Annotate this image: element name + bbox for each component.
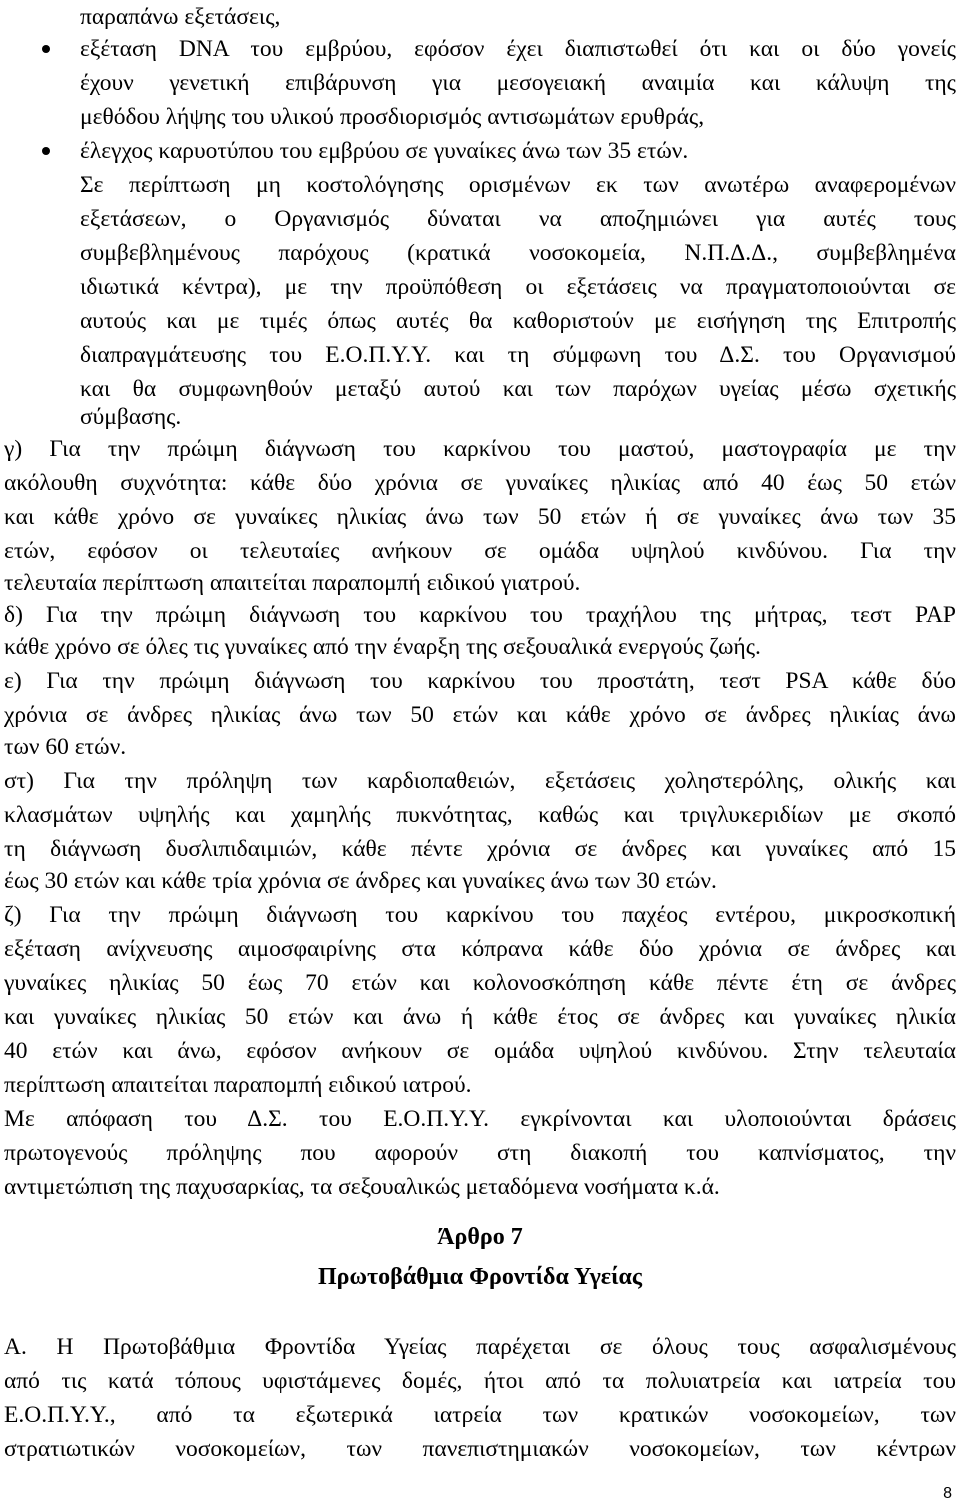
text-line: ε) Για την πρώιμη διάγνωση του καρκίνου του προστάτη, τεστ PSA κάθε δύο	[4, 668, 956, 694]
text-line: Με απόφαση του Δ.Σ. του Ε.Ο.Π.Υ.Υ. εγκρίνονται και υλοποιούνται δράσεις	[4, 1106, 956, 1132]
text-line: χρόνια σε άνδρες ηλικίας άνω των 50 ετών και κάθε χρόνο σε άνδρες ηλικίας άνω	[4, 702, 956, 728]
text-line: κάθε χρόνο σε όλες τις γυναίκες από την έναρξη της σεξουαλικά ενεργούς ζωής.	[4, 634, 761, 660]
text-line: Α. Η Πρωτοβάθμια Φροντίδα Υγείας παρέχεται σε όλους τους ασφαλισμένους	[4, 1334, 956, 1360]
text-line: διαπραγμάτευσης του Ε.Ο.Π.Υ.Υ. και τη σύμφωνη του Δ.Σ. του Οργανισμού	[80, 342, 956, 368]
text-line: ιδιωτικά κέντρα), με την προϋπόθεση οι εξετάσεις να πραγματοποιούνται σε	[80, 274, 956, 300]
text-line: στ) Για την πρόληψη των καρδιοπαθειών, εξετάσεις χοληστερόλης, ολικής και	[4, 768, 956, 794]
text-line: Σε περίπτωση μη κοστολόγησης ορισμένων εκ των ανωτέρω αναφερομένων	[80, 172, 956, 198]
bullet-icon	[42, 147, 50, 155]
text-line: εξέταση ανίχνευσης αιμοσφαιρίνης στα κόπρανα κάθε δύο χρόνια σε άνδρες και	[4, 936, 956, 962]
text-line: έλεγχος καρυοτύπου του εμβρύου σε γυναίκες άνω των 35 ετών.	[80, 138, 689, 164]
text-line: εξέταση DNA του εμβρύου, εφόσον έχει διαπιστωθεί ότι και οι δύο γονείς	[80, 36, 956, 62]
text-line: έως 30 ετών και κάθε τρία χρόνια σε άνδρες και γυναίκες άνω των 30 ετών.	[4, 868, 717, 894]
text-line: αυτούς και με τιμές όπως αυτές θα καθοριστούν με εισήγηση της Επιτροπής	[80, 308, 956, 334]
text-line: παραπάνω εξετάσεις,	[80, 4, 281, 30]
text-line: από τις κατά τόπους υφιστάμενες δομές, ήτοι από τα πολυιατρεία και ιατρεία του	[4, 1368, 956, 1394]
text-line: κλασμάτων υψηλής και χαμηλής πυκνότητας, καθώς και τριγλυκεριδίων με σκοπό	[4, 802, 956, 828]
article-title: Πρωτοβάθμια Φροντίδα Υγείας	[317, 1264, 643, 1290]
text-line: περίπτωση απαιτείται παραπομπή ειδικού ιατρού.	[4, 1072, 472, 1098]
text-line: συμβεβλημένους παρόχους (κρατικά νοσοκομεία, Ν.Π.Δ.Δ., συμβεβλημένα	[80, 240, 956, 266]
text-line: και κάθε χρόνο σε γυναίκες ηλικίας άνω των 50 ετών ή σε γυναίκες άνω των 35	[4, 504, 956, 530]
page-number: 8	[943, 1485, 952, 1502]
text-line: μεθόδου λήψης του υλικού προσδιορισμός αντισωμάτων ερυθράς,	[80, 104, 705, 130]
text-line: γυναίκες ηλικίας 50 έως 70 ετών και κολονοσκόπηση κάθε πέντε έτη σε άνδρες	[4, 970, 956, 996]
bullet-icon	[42, 45, 50, 53]
text-line: των 60 ετών.	[4, 734, 127, 760]
text-line: ετών, εφόσον οι τελευταίες ανήκουν σε ομάδα υψηλού κινδύνου. Για την	[4, 538, 956, 564]
text-line: σύμβασης.	[80, 404, 182, 430]
text-line: τη διάγνωση δυσλιπιδαιμιών, κάθε πέντε χρόνια σε άνδρες και γυναίκες από 15	[4, 836, 956, 862]
text-line: δ) Για την πρώιμη διάγνωση του καρκίνου του τραχήλου της μήτρας, τεστ PAP	[4, 602, 956, 628]
text-line: 40 ετών και άνω, εφόσον ανήκουν σε ομάδα υψηλού κινδύνου. Στην τελευταία	[4, 1038, 956, 1064]
text-line: και γυναίκες ηλικίας 50 ετών και άνω ή κάθε έτος σε άνδρες και γυναίκες ηλικία	[4, 1004, 956, 1030]
text-line: γ) Για την πρώιμη διάγνωση του καρκίνου του μαστού, μαστογραφία με την	[4, 436, 956, 462]
text-line: Ε.Ο.Π.Υ.Υ., από τα εξωτερικά ιατρεία των κρατικών νοσοκομείων, των	[4, 1402, 956, 1428]
text-line: πρωτογενούς πρόληψης που αφορούν στη διακοπή του καπνίσματος, την	[4, 1140, 956, 1166]
text-line: τελευταία περίπτωση απαιτείται παραπομπή ειδικού γιατρού.	[4, 570, 581, 596]
text-line: έχουν γενετική επιβάρυνση για μεσογειακή αναιμία και κάλυψη της	[80, 70, 956, 96]
text-line: και θα συμφωνηθούν μεταξύ αυτού και των παρόχων υγείας μέσω σχετικής	[80, 376, 956, 402]
text-line: στρατιωτικών νοσοκομείων, των πανεπιστημιακών νοσοκομείων, των κέντρων	[4, 1436, 956, 1462]
text-line: ακόλουθη συχνότητα: κάθε δύο χρόνια σε γυναίκες ηλικίας από 40 έως 50 ετών	[4, 470, 956, 496]
text-line: εξετάσεων, ο Οργανισμός δύναται να αποζημιώνει για αυτές τους	[80, 206, 956, 232]
text-line: ζ) Για την πρώιμη διάγνωση του καρκίνου του παχέος εντέρου, μικροσκοπική	[4, 902, 956, 928]
text-line: αντιμετώπιση της παχυσαρκίας, τα σεξουαλικώς μεταδόμενα νοσήματα κ.ά.	[4, 1174, 720, 1200]
article-number: Άρθρο 7	[437, 1224, 523, 1250]
